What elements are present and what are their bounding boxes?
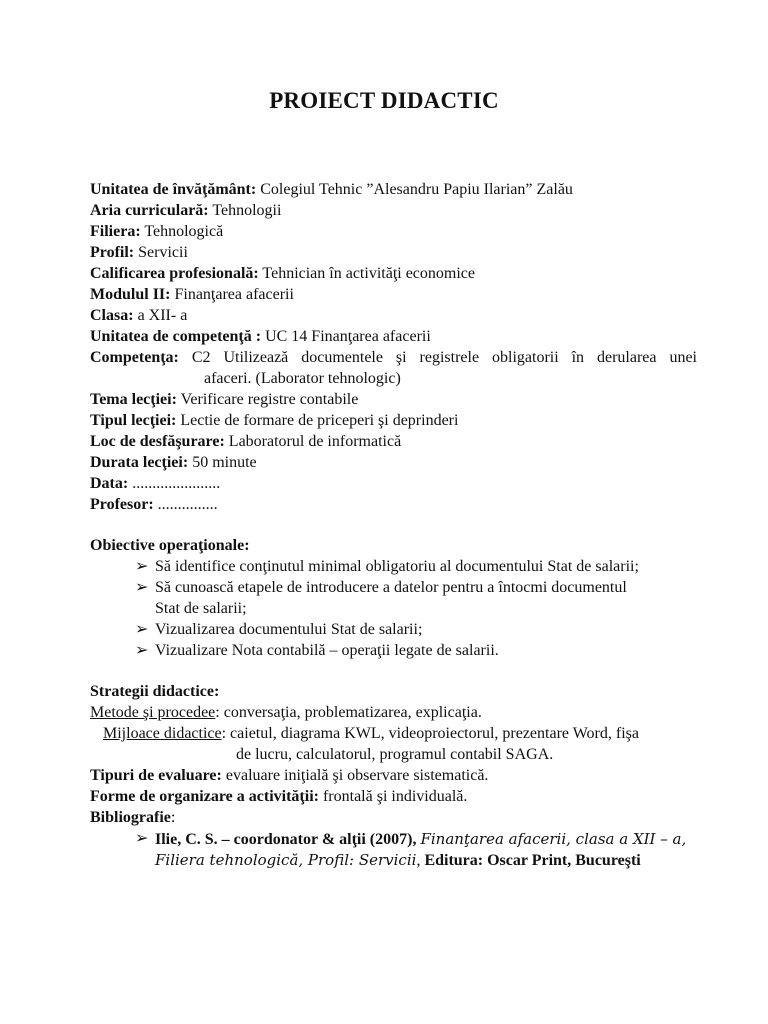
field-value: a XII- a — [133, 307, 188, 324]
field-label: Unitatea de învăţământ: — [90, 181, 257, 198]
field-value: evaluare iniţială şi observare sistematică. — [221, 767, 489, 784]
bibliography-entry-cont — [155, 850, 641, 871]
field-label: Unitatea de competenţă : — [90, 328, 262, 345]
field-label: Profesor: — [90, 496, 154, 513]
field-value: Colegiul Tehnic ”Alesandru Papiu Ilarian” Zalău — [256, 181, 573, 198]
field-forme — [90, 787, 467, 807]
field-value: Tehnologii — [208, 202, 282, 219]
objectives-heading: Obiective operaţionale: — [90, 537, 250, 554]
arrow-bullet-icon: ➢ — [135, 642, 149, 659]
field-competenta-cont: afaceri. (Laborator tehnologic) — [204, 370, 401, 387]
field-value: frontală şi individuală. — [318, 788, 468, 805]
field-label: Loc de desfăşurare: — [90, 433, 225, 450]
field-label: Tipul lecţiei: — [90, 412, 177, 429]
field-value: Verificare registre contabile — [176, 391, 359, 408]
field-value: Laboratorul de informatică — [224, 433, 402, 450]
field-label: Tipuri de evaluare: — [90, 767, 222, 784]
field-value: Lectie de formare de priceperi şi deprinderi — [176, 412, 459, 429]
objective-item-cont: Stat de salarii; — [155, 600, 247, 617]
field-label: Mijloace didactice — [103, 725, 222, 742]
field-label: Calificarea profesională: — [90, 265, 259, 282]
bib-book-title: Finanţarea afacerii, clasa a XII – a, — [420, 830, 687, 848]
field-value: Tehnologică — [140, 223, 224, 240]
objective-item: Să identifice conţinutul minimal obligatoriu al documentului Stat de salarii; — [155, 558, 639, 575]
field-value: ............... — [153, 496, 218, 513]
arrow-bullet-icon: ➢ — [135, 621, 149, 638]
field-label: Modulul II: — [90, 286, 171, 303]
field-aria — [90, 201, 281, 221]
objective-item: Să cunoască etapele de introducere a datelor pentru a întocmi documentul — [155, 579, 627, 596]
document-title: PROIECT DIDACTIC — [269, 88, 499, 113]
field-value: Tehnician în activităţi economice — [258, 265, 475, 282]
field-label: Data: — [90, 475, 129, 492]
field-value: UC 14 Finanţarea afacerii — [261, 328, 431, 345]
field-value: 50 minute — [188, 454, 257, 471]
field-value: Finanţarea afacerii — [170, 286, 294, 303]
field-value: ...................... — [128, 475, 221, 492]
field-loc — [90, 432, 401, 452]
arrow-bullet-icon: ➢ — [135, 830, 149, 847]
field-label: Tema lecţiei: — [90, 391, 177, 408]
bib-author: Ilie, C. S. – coordonator & alţii (2007), — [155, 831, 421, 848]
field-label: Forme de organizare a activităţii: — [90, 788, 319, 805]
field-competenta — [90, 348, 697, 368]
arrow-bullet-icon: ➢ — [135, 558, 149, 575]
bibliography-entry — [155, 829, 686, 850]
field-modul — [90, 285, 294, 305]
field-value: : conversaţia, problematizarea, explicaţia. — [215, 704, 482, 721]
strategies-heading: Strategii didactice: — [90, 683, 220, 700]
field-tema — [90, 390, 358, 410]
bibliography-heading — [90, 808, 175, 828]
arrow-bullet-icon: ➢ — [135, 579, 149, 596]
field-evaluare — [90, 766, 488, 786]
field-label: Metode şi procedee — [90, 704, 216, 721]
objective-item: Vizualizarea documentului Stat de salarii; — [155, 621, 423, 638]
bib-book-title-cont: Filiera tehnologică, Profil: Servicii — [155, 851, 417, 869]
field-filiera — [90, 222, 223, 242]
field-profesor — [90, 495, 218, 515]
bib-sep: , — [416, 852, 425, 869]
bib-publisher-label: Editura — [424, 852, 478, 869]
field-label: Clasa: — [90, 307, 134, 324]
heading-colon: : — [170, 809, 176, 826]
field-value: Servicii — [134, 244, 188, 261]
field-data — [90, 474, 220, 494]
field-value: : caietul, diagrama KWL, videoproiectorul, prezentare Word, fişa — [221, 725, 639, 742]
field-unitate-competenta — [90, 327, 431, 347]
field-value: C2 Utilizează documentele şi registrele obligatorii în derularea unei — [178, 349, 697, 366]
field-profil — [90, 243, 188, 263]
field-mijloace — [103, 724, 639, 744]
field-label: Filiera: — [90, 223, 141, 240]
bib-publisher: : Oscar Print, Bucureşti — [477, 852, 641, 869]
field-label: Competenţa: — [90, 349, 179, 366]
field-metode — [90, 703, 482, 723]
field-label: Aria curriculară: — [90, 202, 209, 219]
field-label: Durata lecţiei: — [90, 454, 189, 471]
field-clasa — [90, 306, 187, 326]
field-durata — [90, 453, 257, 473]
field-unitate — [90, 180, 573, 200]
field-calificare — [90, 264, 475, 284]
objective-item: Vizualizare Nota contabilă – operaţii legate de salarii. — [155, 642, 499, 659]
field-label: Profil: — [90, 244, 135, 261]
field-mijloace-cont: de lucru, calculatorul, programul contabil SAGA. — [236, 746, 554, 763]
field-tipul — [90, 411, 458, 431]
heading-text: Bibliografie — [90, 809, 171, 826]
